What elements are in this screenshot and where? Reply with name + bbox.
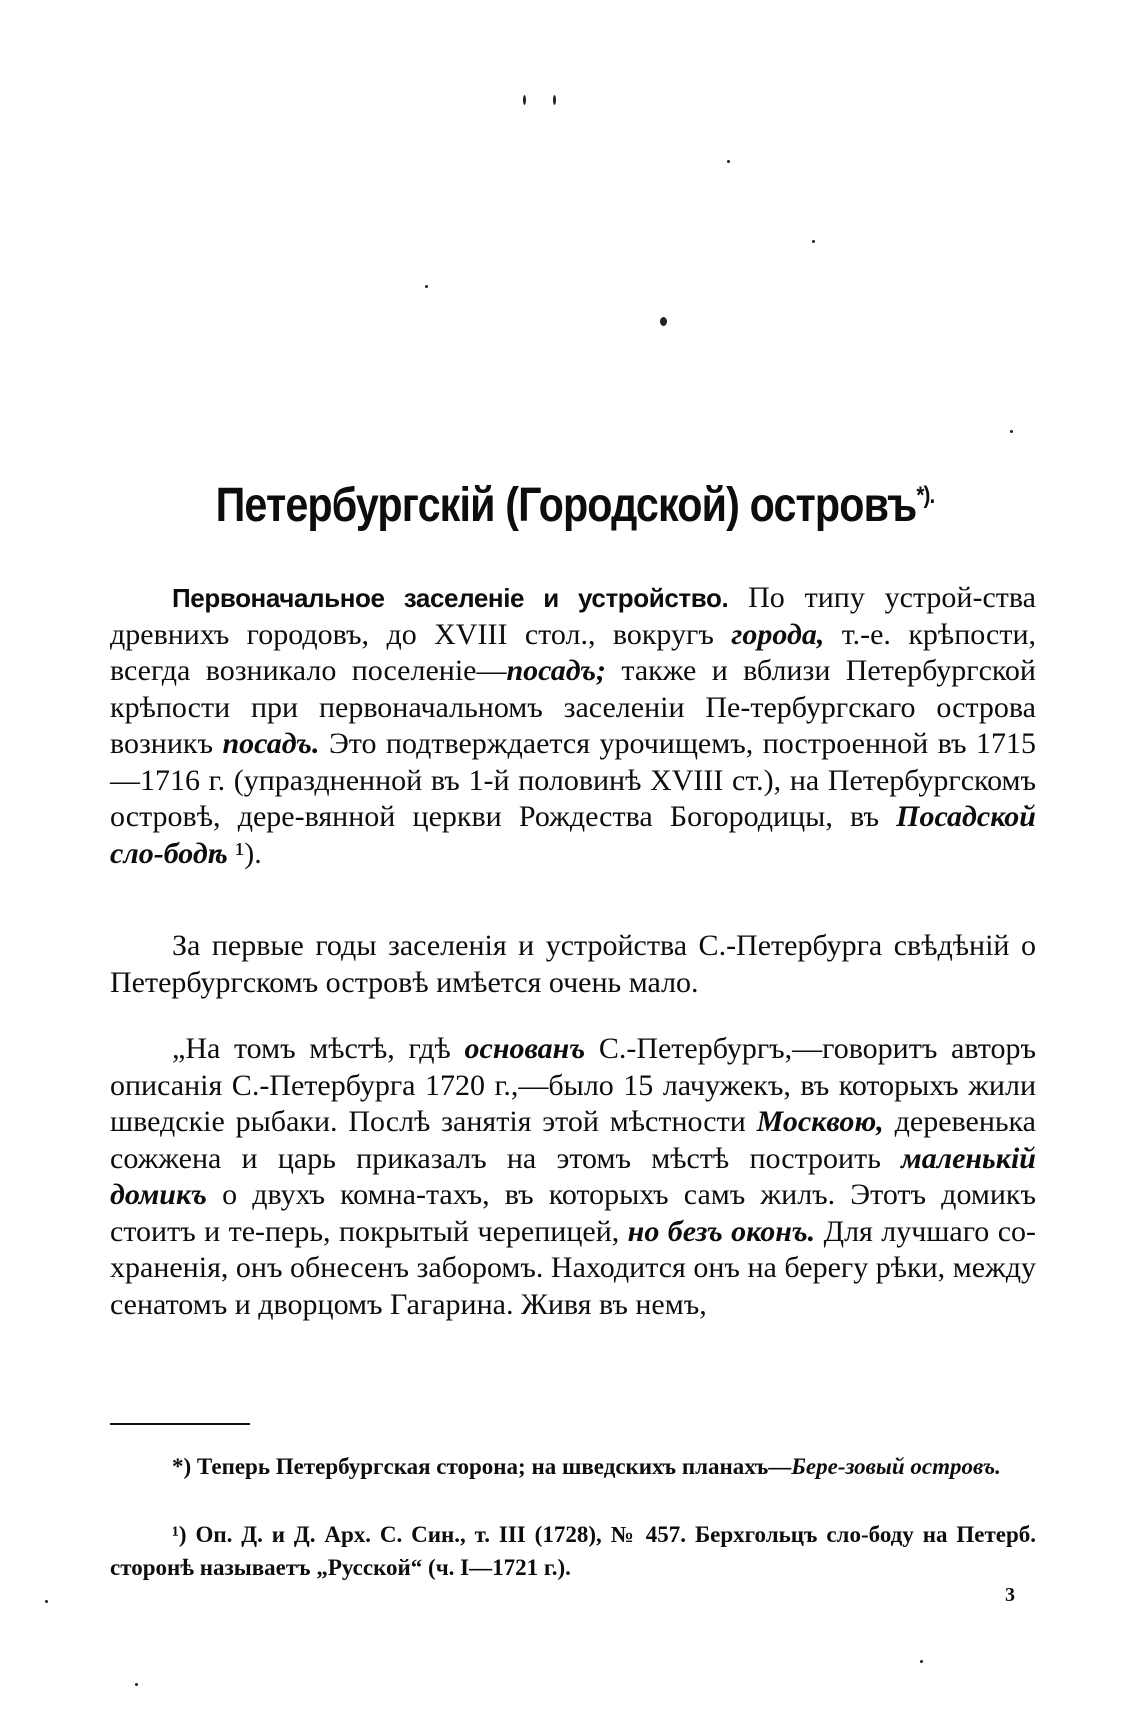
paragraph-3-text-d: о двухъ комна-тахъ, въ которыхъ самъ жилъ. Этотъ домикъ стоитъ и те-перь, покрытый черепицей, <box>110 1178 1036 1248</box>
scan-speck <box>1010 430 1013 433</box>
page-number: 3 <box>1005 1584 1015 1606</box>
paragraph-1-text-a: По типу устрой-ства древнихъ городовъ, до XVIII стол., вокругъ <box>110 581 1036 651</box>
footnote-1-italic: Бере-зовый островъ. <box>791 1454 1001 1479</box>
scan-speck <box>45 1600 48 1603</box>
page-title <box>167 478 984 533</box>
paragraph-3-text-c: деревенька сожжена и царь приказалъ на этомъ мѣстѣ построить <box>110 1105 1036 1175</box>
title-text: Петербургскій (Городской) островъ <box>215 479 917 532</box>
section-lead: Первоначальное заселеніе и устройство. <box>172 583 729 613</box>
footnote-divider <box>110 1423 250 1425</box>
scan-speck <box>135 1683 138 1686</box>
paragraph-3-italic-4: но безъ оконъ. <box>627 1214 816 1248</box>
paragraph-1-text-b: т.-е. крѣпости, всегда возникало поселеніе— <box>110 617 1036 687</box>
paragraph-1-text-e: ¹). <box>227 836 262 870</box>
footnote-2-text: ¹) Оп. Д. и Д. Арх. С. Син., т. III (1728), № 457. Берхгольцъ сло-боду на Петерб. сторонѣ называетъ „Русской“ (ч. I—1721 г.). <box>110 1522 1036 1580</box>
footnote-1 <box>110 1450 1036 1483</box>
paragraph-1-italic-2: посадъ; <box>506 654 606 687</box>
title-footnote-mark: *). <box>916 482 935 509</box>
paragraph-1-italic-3: посадъ. <box>222 727 320 760</box>
paragraph-2-text: За первые годы заселенія и устройства С.-Петербурга свѣдѣній о Петербургскомъ островѣ имѣется очень мало. <box>110 929 1036 999</box>
paragraph-1-text-c: также и вблизи Петербургской крѣпости при первоначальномъ заселеніи Пе-тербургскаго острова возникъ <box>110 654 1036 760</box>
paragraph-1-italic-4: Посадской сло-бодѣ <box>110 800 1036 870</box>
paragraph-3-text-b: С.-Петербургъ,—говоритъ авторъ описанія С.-Петербурга 1720 г.,—было 15 лачужекъ, въ которыхъ жили шведскіе рыбаки. Послѣ занятія этой мѣстности <box>110 1032 1036 1138</box>
paragraph-3 <box>110 1031 1036 1323</box>
scan-speck <box>523 95 526 105</box>
paragraph-3-italic-2: Москвою, <box>756 1105 884 1138</box>
footnote-1-text: *) Теперь Петербургская сторона; на шведскихъ планахъ— <box>172 1454 792 1479</box>
paragraph-3-italic-1: основанъ <box>464 1032 586 1065</box>
paragraph-3-text-a: „На томъ мѣстѣ, гдѣ <box>172 1032 465 1065</box>
footnote-2 <box>110 1518 1036 1584</box>
scan-speck <box>812 240 815 243</box>
paragraph-1-italic-1: города, <box>731 617 825 651</box>
paragraph-2 <box>110 928 1036 1001</box>
paragraph-3-italic-3: маленькій домикъ <box>110 1141 1036 1211</box>
scan-speck <box>660 317 667 326</box>
scan-speck <box>920 1660 923 1663</box>
scan-speck <box>425 285 428 288</box>
paragraph-3-text-e: Для лучшаго со-храненія, онъ обнесенъ заборомъ. Находится онъ на берегу рѣки, между сенатомъ и дворцомъ Гагарина. Живя въ немъ, <box>110 1214 1037 1321</box>
scan-speck <box>553 95 556 105</box>
paragraph-1 <box>110 580 1036 872</box>
paragraph-1-text-d: Это подтверждается урочищемъ, построенной въ 1715—1716 г. (упраздненной въ 1-й половинѣ XVIII ст.), на Петербургскомъ островѣ, дере-вянной церкви Рождества Богородицы, въ <box>110 727 1036 833</box>
scan-speck <box>727 160 730 163</box>
